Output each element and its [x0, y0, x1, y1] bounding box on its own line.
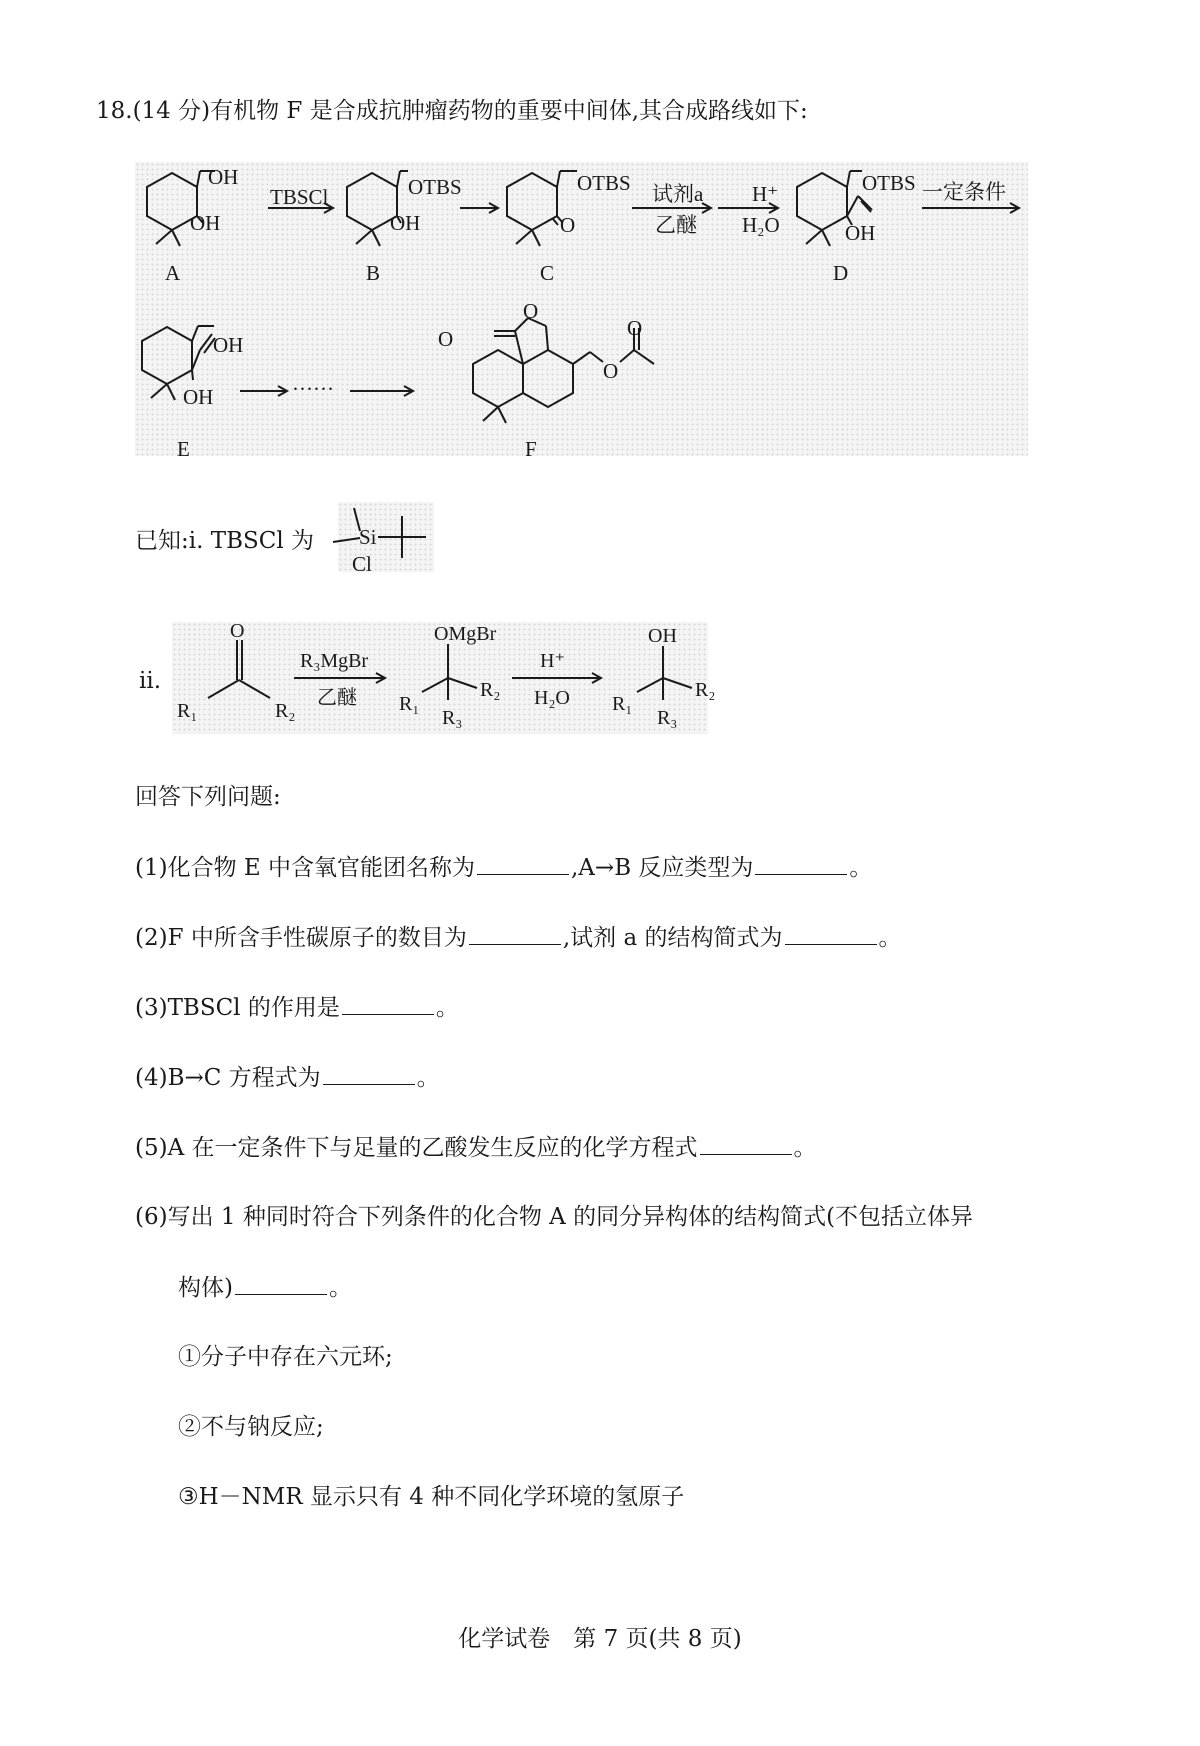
alcohol-oh: OH	[648, 625, 677, 647]
alcohol-r3: R₃	[657, 707, 678, 729]
question-score: (14 分)	[132, 98, 211, 124]
q1-text: (1)化合物 E 中含氧官能团名称为	[135, 855, 475, 881]
q6-cont: 构体)	[178, 1275, 233, 1301]
condition-2: ②不与钠反应;	[178, 1414, 324, 1440]
synthesis-scheme	[0, 0, 1200, 470]
ketone-r2: R₂	[275, 700, 296, 722]
c-otbs: OTBS	[577, 171, 631, 195]
label-f: F	[525, 437, 537, 461]
label-b: B	[366, 261, 381, 285]
question-5	[135, 1132, 817, 1163]
ketone-o: O	[230, 620, 245, 642]
known-ii-label: ⅱ	[139, 668, 154, 694]
known-i	[135, 526, 314, 556]
alkoxide-r1: R₁	[399, 693, 420, 715]
question-3	[135, 992, 459, 1023]
alcohol-r1: R₁	[612, 693, 633, 715]
b-oh: OH	[390, 211, 421, 235]
e-oh-top: OH	[213, 333, 244, 357]
reagent-tbscl: TBSCl	[270, 185, 329, 209]
q5-answer-blank[interactable]	[700, 1132, 792, 1155]
alcohol-r2: R₂	[695, 679, 716, 701]
page-footer: 化学试卷 第 7 页(共 8 页)	[458, 1626, 742, 1652]
q2-mid: ,试剂 a 的结构简式为	[562, 925, 783, 951]
condition-1: ①分子中存在六元环;	[178, 1344, 393, 1370]
d-oh: OH	[845, 221, 876, 245]
question-intro: 有机物 F 是合成抗肿瘤药物的重要中间体,其合成路线如下:	[210, 98, 808, 124]
q6-answer-blank[interactable]	[235, 1272, 327, 1295]
reagent-grignard: R₃MgBr	[300, 650, 369, 672]
question-6	[135, 1202, 973, 1232]
question-1	[135, 852, 872, 883]
known-i-text: . TBSCl 为	[196, 528, 314, 554]
ketone-r1: R₁	[177, 700, 198, 722]
tbscl-si: Si	[359, 525, 377, 549]
q1-end: 。	[849, 855, 873, 881]
reagent-hplus: H⁺	[752, 182, 779, 206]
q3-text: (3)TBSCl 的作用是	[135, 995, 340, 1021]
known-i-label: ⅰ	[188, 528, 197, 554]
label-a: A	[165, 261, 181, 285]
label-e: E	[177, 437, 190, 461]
b-otbs: OTBS	[408, 175, 462, 199]
alkoxide-r3: R₃	[442, 707, 463, 729]
q4-end: 。	[416, 1065, 440, 1091]
q3-end: 。	[435, 995, 459, 1021]
reagent-water: H₂O	[742, 213, 780, 237]
q5-end: 。	[793, 1135, 817, 1161]
answer-intro: 回答下列问题:	[135, 784, 281, 810]
q1-answer-blank-1[interactable]	[477, 852, 569, 875]
reagent-condition: 一定条件	[922, 180, 1006, 204]
reagent-ether: 乙醚	[655, 213, 697, 237]
known-label: 已知:	[135, 528, 189, 554]
question-number: 18.	[96, 98, 133, 124]
q2-answer-blank-1[interactable]	[469, 922, 561, 945]
grignard-scheme	[172, 618, 732, 748]
condition-3: ③H－NMR 显示只有 4 种不同化学环境的氢原子	[178, 1484, 685, 1510]
q4-answer-blank[interactable]	[323, 1062, 415, 1085]
c-o: O	[560, 213, 576, 237]
known-ii-dot: .	[153, 668, 162, 694]
q2-answer-blank-2[interactable]	[785, 922, 877, 945]
q3-answer-blank[interactable]	[342, 992, 434, 1015]
q4-text: (4)B→C 方程式为	[135, 1065, 321, 1091]
reagent-a: 试剂a	[652, 182, 704, 206]
tbscl-structure	[330, 498, 450, 578]
d-otbs: OTBS	[862, 171, 916, 195]
known-ii-label-line	[139, 666, 161, 696]
a-oh-bottom: OH	[190, 211, 221, 235]
label-d: D	[833, 261, 849, 285]
q5-text: (5)A 在一定条件下与足量的乙酸发生反应的化学方程式	[135, 1135, 698, 1161]
f-o-ester: O	[603, 359, 619, 383]
question-6-cont	[178, 1272, 352, 1303]
alkoxide-r2: R₂	[480, 679, 501, 701]
reagent-hplus-ii: H⁺	[540, 650, 565, 672]
q1-mid: ,A→B 反应类型为	[571, 855, 754, 881]
question-4	[135, 1062, 440, 1093]
q6-end: 。	[328, 1275, 352, 1301]
f-o-ring: O	[523, 299, 539, 323]
q2-text: (2)F 中所含手性碳原子的数目为	[135, 925, 467, 951]
question-2	[135, 922, 902, 953]
f-o-carbonyl: O	[438, 327, 454, 351]
q6-text: (6)写出 1 种同时符合下列条件的化合物 A 的同分异构体的结构简式(不包括立体异	[135, 1204, 974, 1230]
alkoxide-omgbr: OMgBr	[434, 623, 497, 645]
reaction-ellipsis: ……	[292, 371, 334, 395]
q2-end: 。	[878, 925, 902, 951]
label-c: C	[540, 261, 555, 285]
reagent-ether-ii: 乙醚	[317, 687, 357, 709]
a-oh-top: OH	[208, 165, 239, 189]
q1-answer-blank-2[interactable]	[755, 852, 847, 875]
e-oh-bottom: OH	[183, 385, 214, 409]
reagent-water-ii: H₂O	[534, 687, 570, 709]
tbscl-cl: Cl	[352, 552, 372, 576]
f-o-acetyl: O	[627, 316, 643, 340]
